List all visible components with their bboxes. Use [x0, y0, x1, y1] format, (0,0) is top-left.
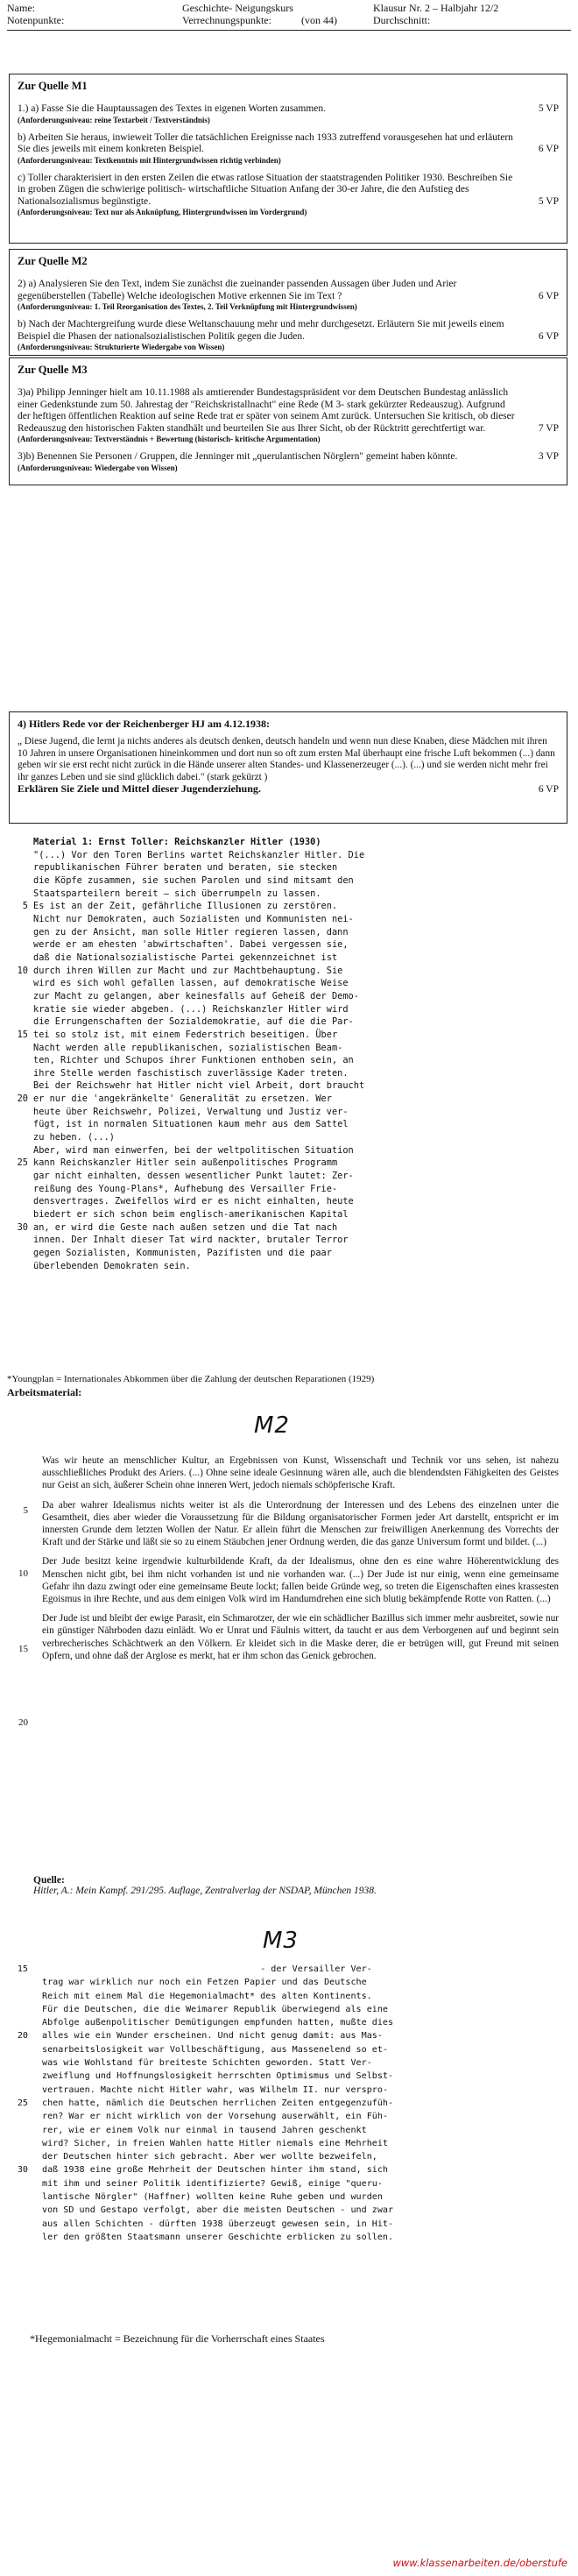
- box-title: 4) Hitlers Rede vor der Reichenberger HJ am 4.12.1938:: [18, 718, 270, 730]
- text-line: Staatsparteilern bereit – sich überrumpeln zu lassen.: [33, 888, 321, 899]
- footnote-youngplan: *Youngplan = Internationales Abkommen über die Zahlung der deutschen Reparationen (1929): [7, 1374, 375, 1384]
- text-line: lantische Nörgler" (Haffner) wollten keine Ruhe geben und wurden: [42, 2192, 383, 2203]
- grade-label: Notenpunkte:: [7, 14, 65, 26]
- task-box-4: [9, 711, 567, 824]
- text-line: republikanischen Führer beraten und beraten, sie stecken: [33, 862, 338, 874]
- line-number: 5: [23, 1505, 28, 1516]
- text-line: tei so stolz ist, mit einem Federstrich beseitigen. Über 15: [33, 1029, 545, 1042]
- text-line: densvertrages. Zweifellos wird er es nicht einhalten, heute: [33, 1196, 354, 1207]
- text-line: chen hatte, nämlich die Deutschen herrlichen Zeiten entgegenzufüh- 25: [42, 2097, 557, 2110]
- average-label: Durchschnitt:: [373, 14, 431, 26]
- box-title: Zur Quelle M1: [18, 80, 88, 92]
- text-line: heute über Reichswehr, Polizei, Verwaltung und Justiz ver-: [33, 1106, 349, 1117]
- text-line: gar nicht einhalten, dessen wesentlicher Punkt lautet: Zer-: [33, 1171, 354, 1182]
- material-text: [18, 1454, 559, 1728]
- line-number: 30: [17, 2165, 28, 2176]
- text-line: daß 1938 eine große Mehrheit der Deutschen hinter ihm stand, sich 30: [42, 2163, 557, 2176]
- text-line: ren? War er nicht wirklich von der Vorsehung auserwählt, ein Füh-: [42, 2112, 389, 2122]
- text-line: Es ist an der Zeit, gefährliche Illusionen zu zerstören. 5: [33, 900, 545, 913]
- text-line: innen. Der Inhalt dieser Tat wird nackter, brutaler Terror: [33, 1235, 349, 1246]
- line-number: 20: [17, 1093, 28, 1105]
- material-text: [17, 849, 545, 1273]
- text-line: alles wie ein Wunder erscheinen. Und nicht genug damit: aus Mas- 20: [42, 2029, 557, 2042]
- line-number: 25: [17, 2098, 28, 2108]
- text-line: gen zu der Ansicht, man solle Hitler regieren lassen, dann: [33, 926, 349, 938]
- text-line: rer, wie er einem Volk nur einmal in tausend Jahren geschenkt: [42, 2125, 367, 2135]
- text-line: fügt, ist in normalen Situationen kaum mehr aus dem Sattel: [33, 1119, 349, 1130]
- task-1b: b) Arbeiten Sie heraus, inwieweit Toller die tatsächlichen Ereignisse nach 1933 zutreffend vorausgesehen hat und erläutern Sie dies jeweils mit einem konkreten Beispiel. (Anforderungsniveau: Textkenntnis mit Hintergrundwissen richtig verbinden) 6 VP: [18, 131, 559, 165]
- text-line: gegen Sozialisten, Kommunisten, Pazifisten und die paar: [33, 1248, 332, 1258]
- task-3a: 3)a) Philipp Jenninger hielt am 10.11.1988 als amtierender Bundestagspräsident vor dem Deutschen Bundestag anlässlich einer Gedenkstunde zum 50. Jahrestag der "Reichskristallnacht" eine Rede (M 3- stark gekürzter Redeauszug). Aufgrund der heftigen öffentlichen Reaktion auf seine Rede trat er später von seinem Amt zurück. Untersuchen Sie kritisch, ob dieser Redeauszug den historischen Fakten standhält und beurteilen Sie aus Ihrer Sicht, ob der Rücktritt gerechtfertigt war. (Anforderungsniveau: Textverständnis + Bewertung (historisch- kritische Argumentation) 7 VP: [18, 387, 559, 443]
- box-title: Zur Quelle M3: [18, 364, 88, 376]
- text-line: die Errungenschaften der Sozialdemokratie, auf die die Par-: [33, 1016, 354, 1028]
- text-line: Aber, wird man einwerfen, bei der weltpolitischen Situation: [33, 1144, 354, 1156]
- header-divider: [7, 30, 571, 31]
- points: 6 VP: [538, 784, 559, 795]
- text-line: aus allen Schichten - dürften 1938 überzeugt gewesen sein, in Hit-: [42, 2219, 394, 2229]
- paragraph: Was wir heute an menschlicher Kultur, an Ergebnissen von Kunst, Wissenschaft und Technik vor uns sehen, ist nahezu ausschließliches Produkt des Ariers. (...) Ohne seine ideale Gesinnung wären alle, auch die blendendsten Fähigkeiten des Geistes nur Geist an sich, äußerer Schein ohne inneren Wert, jedoch niemals schöpferische Kraft.: [42, 1455, 559, 1491]
- text-line: daß die Nationalsozialistische Partei gekennzeichnet ist: [33, 952, 338, 963]
- text-line: wird es sich wohl gefallen lassen, auf demokratische Weise: [33, 978, 349, 989]
- text-line: werde er am ehesten 'abwirtschaften'. Dabei vergessen sie,: [33, 939, 349, 951]
- text-line: mit ihm und seiner Politik identifizierte? Gewiß, einige "queru-: [42, 2178, 383, 2189]
- text-line: Für die Deutschen, die die Weimarer Republik überwiegend als eine: [42, 2004, 389, 2014]
- text-line: zu heben. (...): [33, 1132, 115, 1143]
- text-line: Nacht werden alle republikanischen, sozialistischen Beam-: [33, 1042, 343, 1053]
- text-line: Nicht nur Demokraten, auch Sozialisten und Kommunisten nei-: [33, 913, 354, 924]
- text-line: Abfolge außenpolitischer Demütigungen empfunden hatten, mußte dies: [42, 2018, 394, 2028]
- line-number: 15: [18, 1644, 28, 1654]
- task-1a: 1.) a) Fasse Sie die Hauptaussagen des Textes in eigenen Worten zusammen. (Anforderungsniveau: reine Textarbeit / Textverständnis) 5 VP: [18, 103, 559, 124]
- total-points: (von 44): [301, 14, 337, 26]
- box-title: Zur Quelle M2: [18, 255, 88, 267]
- name-label: Name:: [7, 2, 35, 14]
- text-line: von SD und Gestapo verfolgt, aber die meisten Deutschen - und zwar: [42, 2205, 394, 2216]
- points: 3 VP: [538, 451, 559, 462]
- text-line: - der Versailler Ver- 15: [42, 1963, 557, 1976]
- text-line: Reich mit einem Mal die Hegemonialmacht* des alten Kontinents.: [42, 1991, 372, 2001]
- points: 6 VP: [538, 144, 559, 154]
- course-label: Geschichte- Neigungskurs: [182, 2, 293, 14]
- task-box-m3: [9, 357, 567, 485]
- text-line: "(...) Vor den Toren Berlins wartet Reichskanzler Hitler. Die: [33, 849, 365, 860]
- task-3b: 3)b) Benennen Sie Personen / Gruppen, die Jenninger mit „querulantischen Nörglern" gemeint haben könnte. (Anforderungsniveau: Wiedergabe von Wissen) 3 VP: [18, 451, 559, 472]
- task-2b: b) Nach der Machtergreifung wurde diese Weltanschauung mehr und mehr durchgesetzt. Erläutern Sie mit jeweils einem Beispiel die Phasen der nationalsozialistischen Politik gegen die Juden. (Anforderungsniveau: Strukturierte Wiedergabe von Wissen) 6 VP: [18, 319, 559, 351]
- text-line: was wie Wohlstand für breiteste Schichten geworden. Statt Ver-: [42, 2058, 372, 2069]
- text-line: vertrauen. Machte nicht Hitler wahr, was Wilhelm II. nur verspro-: [42, 2084, 389, 2095]
- conversion-label: Verrechnungspunkte:: [182, 14, 271, 26]
- material-1: [17, 836, 545, 1379]
- source-citation: Quelle: Hitler, A.: Mein Kampf. 291/295. Auflage, Zentralverlag der NSDAP, München 1938.: [33, 1875, 377, 1896]
- handwritten-m3-label: M3: [263, 1928, 299, 1954]
- text-line: Bei der Reichswehr hat Hitler nicht viel Arbeit, dort braucht: [33, 1080, 365, 1092]
- task-box-m2: [9, 249, 567, 356]
- material-2: [18, 1454, 559, 1866]
- handwritten-m2-label: M2: [254, 1412, 290, 1439]
- text-line: die Köpfe zusammen, sie suchen Parolen und sind mitsamt den: [33, 874, 354, 886]
- line-number: 5: [22, 901, 28, 912]
- line-number: 10: [17, 965, 28, 976]
- points: 7 VP: [538, 422, 559, 434]
- line-number: 20: [17, 2031, 28, 2042]
- text-line: durch ihren Willen zur Macht und zur Machtbehauptung. Sie 10: [33, 965, 545, 978]
- material-heading: Material 1: Ernst Toller: Reichskanzler Hitler (1930): [33, 837, 321, 847]
- line-number: 25: [17, 1157, 28, 1169]
- text-line: kratie sie wieder abgeben. (...) Reichskanzler Hitler wird: [33, 1003, 349, 1015]
- text-line: ler den größten Staatsmann unserer Geschichte erblicken zu sollen.: [42, 2232, 394, 2242]
- text-line: biedert er sich schon beim englisch-amerikanischen Kapital: [33, 1209, 349, 1221]
- task-box-m1: [9, 74, 567, 244]
- line-number: 30: [17, 1221, 28, 1233]
- text-line: senarbeitslosigkeit war Vollbeschäftigung, aus Massenelend so et-: [42, 2044, 389, 2055]
- task-4: Erklären Sie Ziele und Mittel dieser Jugenderziehung. 6 VP: [18, 782, 559, 795]
- points: 5 VP: [538, 103, 559, 114]
- points: 6 VP: [538, 290, 559, 301]
- line-number: 15: [17, 1029, 28, 1040]
- paragraph: Da aber wahrer Idealismus nichts weiter ist als die Unterordnung der Interessen und des Lebens des einzelnen unter die Gesamtheit, dies aber wieder die Voraussetzung für die Bildung organisatorischer Formen jeder Art darstellt, entspricht er im innersten Grunde dem letzten Wollen der Natur. Er allein führt die Menschen zur freiwilligen Anerkennung des Vorrechts der Kraft und der Stärke und läßt sie so zu einem Stäubchen jener Ordnung werden, die das ganze Universum formt und bildet. (...): [42, 1499, 559, 1548]
- text-line: reißung des Young-Plans*, Aufhebung des Versailler Frie-: [33, 1183, 338, 1194]
- text-line: zweiflung und Hoffnungslosigkeit herrschten Optimismus und Selbst-: [42, 2071, 394, 2082]
- task-1c: c) Toller charakterisiert in den ersten Zeilen die etwas ratlose Situation der staatstragenden Politiker 1930. Beschreiben Sie in groben Zügen die schwierige politisch- wirtschaftliche Situation Anfang der 30-er Jahre, die den Aufstieg des Nationalsozialismus begünstigte. (Anforderungsniveau: Text nur als Anknüpfung, Hintergrundwissen im Vordergrund) 5 VP: [18, 172, 559, 216]
- line-number: 10: [18, 1568, 28, 1579]
- footnote-hegemonialmacht: *Hegemonialmacht = Bezeichnung für die Vorherrschaft eines Staates: [30, 2332, 325, 2345]
- text-line: er nur die 'angekränkelte' Generalität zu ersetzen. Wer 20: [33, 1093, 545, 1106]
- text-line: überlebenden Demokraten sein.: [33, 1260, 191, 1271]
- paragraph: Der Jude ist und bleibt der ewige Parasit, ein Schmarotzer, der wie ein schädlicher Bazillus sich immer mehr ausbreitet, sowie nur ein günstiger Nährboden dazu einlädt. Wo er Unrat und Fäulnis wittert, da taucht er aus dem Verborgenen auf und beginnt sein verbrecherisches Schächtwerk an den Völkern. Er kleidet sich in die Maske derer, die er betrügen will, gut Freund mit seinen Opfern, und ohne daß der Arglose es merkt, hat er ihm schon das Genick gebrochen.: [42, 1613, 559, 1661]
- text-line: an, er wird die Geste nach außen setzen und die Tat nach 30: [33, 1221, 545, 1235]
- arbeitsmaterial-label: Arbeitsmaterial:: [7, 1386, 82, 1398]
- exam-label: Klausur Nr. 2 – Halbjahr 12/2: [373, 2, 499, 14]
- line-number: 15: [17, 1964, 28, 1974]
- paragraph: Der Jude besitzt keine irgendwie kulturbildende Kraft, da der Idealismus, ohne den es eine wahre Höherentwicklung des Menschen nicht gibt, bei ihm nicht vorhanden ist und nie vorhanden war. (...) Der Jude ist nur einig, wenn eine gemeinsame Gefahr ihn dazu zwingt oder eine gemeinsame Beute lockt; fallen beide Gründe weg, so treten die Eigenschaften eines krassesten Egoismus in ihre Rechte, und aus dem einigen Volk wird im Handumdrehen eine sich blutig bekämpfende Rotte von Ratten. (...): [42, 1556, 559, 1605]
- exam-header: [7, 2, 571, 37]
- task-2a: 2) a) Analysieren Sie den Text, indem Sie zunächst die zueinander passenden Aussagen über Juden und Arier gegenüberstellen (Tabelle) Welche ideologischen Motive erkennen Sie im Text ? (Anforderungsniveau: 1. Teil Reorganisation des Textes, 2. Teil Verknüpfung mit Hintergrundwissen) 6 VP: [18, 279, 559, 311]
- points: 6 VP: [538, 330, 559, 342]
- material-text: [17, 1963, 557, 2244]
- watermark-url: www.klassenarbeiten.de/oberstufe: [392, 2557, 567, 2569]
- points: 5 VP: [538, 195, 559, 207]
- hitler-quote: „ Diese Jugend, die lernt ja nichts anderes als deutsch denken, deutsch handeln und wenn nun diese Knaben, diese Mädchen mit ihren 10 Jahren in unsere Organisationen hineinkommen und dort nun so oft zum ersten Mal überhaupt eine frische Luft bekommen (...) dann geben wir sie erst recht nicht zurück in die Hände unserer alten Standes- und Klassenerzeuger (...). (...) und sie werden nicht mehr frei ihr ganzes Leben und sie sind glücklich dabei." (stark gekürzt ): [18, 736, 555, 782]
- text-line: trag war wirklich nur noch ein Fetzen Papier und das Deutsche: [42, 1978, 367, 1988]
- text-line: ten, Richter und Schupos ihrer Funktionen enthoben sein, an: [33, 1055, 354, 1066]
- line-number: 20: [18, 1717, 28, 1728]
- material-3: [17, 1963, 557, 2313]
- text-line: wird? Sicher, in freien Wahlen hatte Hitler niemals eine Mehrheit: [42, 2138, 389, 2148]
- text-line: ihre Stelle werden faschistisch zuverlässige Kader treten.: [33, 1067, 349, 1079]
- text-line: kann Reichskanzler Hitler sein außenpolitisches Programm 25: [33, 1157, 545, 1170]
- text-line: zur Macht zu gelangen, aber keinesfalls auf Geheiß der Demo-: [33, 990, 359, 1001]
- text-line: der Deutschen hinter sich gebracht. Aber wer wollte bezweifeln,: [42, 2152, 377, 2162]
